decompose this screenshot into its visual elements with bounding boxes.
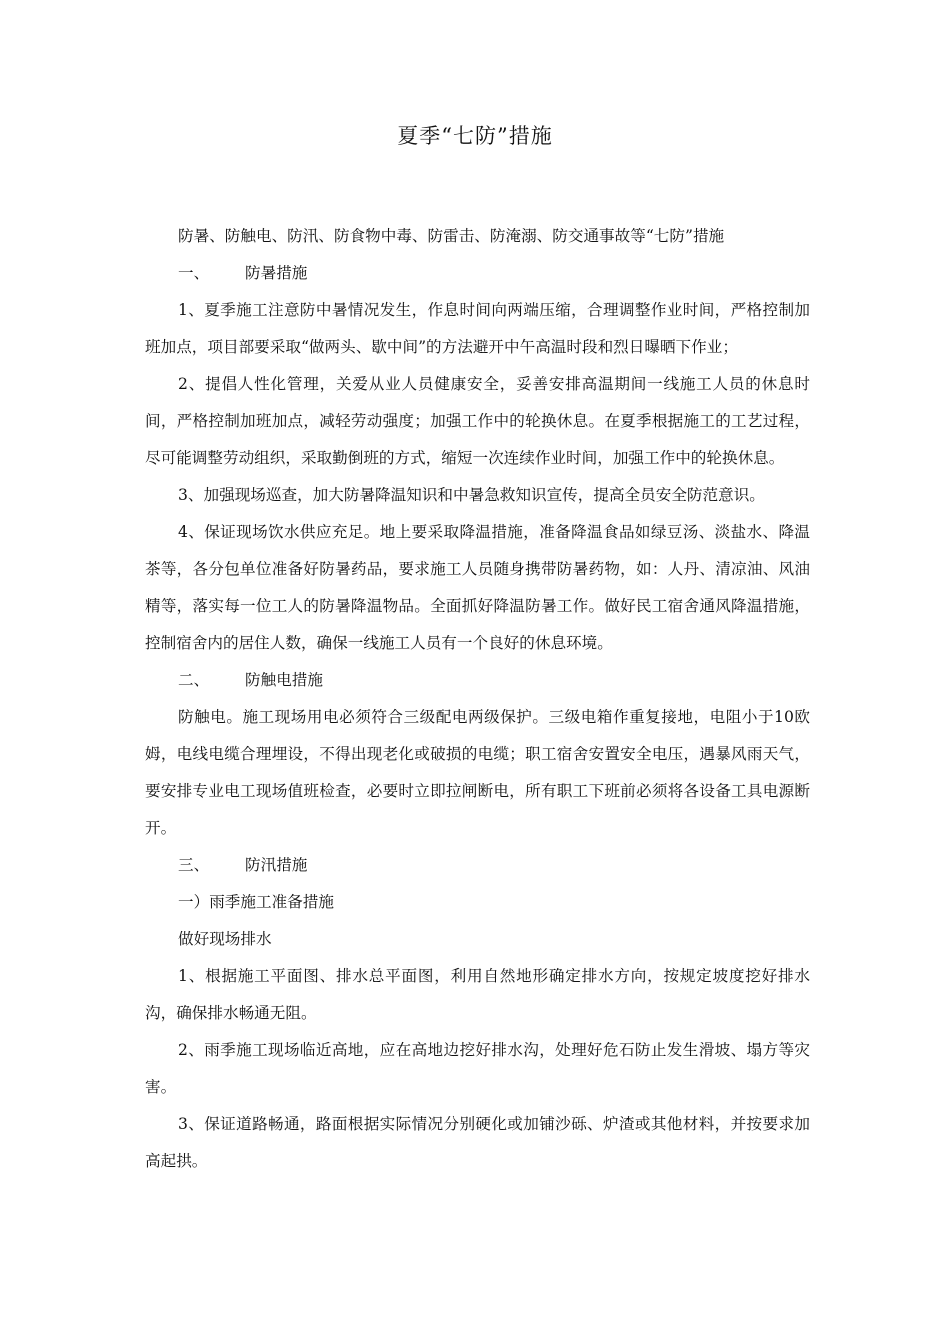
paragraph: 2、提倡人性化管理，关爱从业人员健康安全，妥善安排高温期间一线施工人员的休息时间，严格控制加班加点，减轻劳动强度；加强工作中的轮换休息。在夏季根据施工的工艺过程，尽可能调整劳动组织，采取勤倒班的方式，缩短一次连续作业时间，加强工作中的轮换休息。 bbox=[145, 375, 810, 467]
paragraph: 1、根据施工平面图、排水总平面图，利用自然地形确定排水方向，按规定坡度挖好排水沟，确保排水畅通无阻。 bbox=[145, 967, 810, 1022]
section-label: 防触电措施 bbox=[245, 671, 323, 689]
section-heading-3 bbox=[145, 847, 810, 884]
document-body bbox=[145, 218, 810, 1180]
subheading: 一）雨季施工准备措施 bbox=[178, 893, 334, 911]
paragraph: 4、保证现场饮水供应充足。地上要采取降温措施，准备降温食品如绿豆汤、淡盐水、降温茶等，各分包单位准备好防暑药品，要求施工人员随身携带防暑药物，如：人丹、清凉油、风油精等，落实每一位工人的防暑降温物品。全面抓好降温防暑工作。做好民工宿舍通风降温措施，控制宿舍内的居住人数，确保一线施工人员有一个良好的休息环境。 bbox=[145, 523, 810, 652]
paragraph: 1、夏季施工注意防中暑情况发生，作息时间向两端压缩，合理调整作业时间，严格控制加班加点，项目部要采取“做两头、歇中间”的方法避开中午高温时段和烈日曝晒下作业； bbox=[145, 301, 810, 356]
section-label: 防暑措施 bbox=[245, 264, 308, 282]
section-number: 一、 bbox=[178, 264, 210, 282]
paragraph: 3、保证道路畅通，路面根据实际情况分别硬化或加铺沙砾、炉渣或其他材料，并按要求加高起拱。 bbox=[145, 1115, 810, 1170]
section-heading-2 bbox=[145, 662, 810, 699]
page-title: 夏季“七防”措施 bbox=[397, 124, 553, 148]
paragraph: 3、加强现场巡查，加大防暑降温知识和中暑急救知识宣传，提高全员安全防范意识。 bbox=[178, 486, 765, 504]
paragraph: 防触电。施工现场用电必须符合三级配电两级保护。三级电箱作重复接地，电阻小于10欧姆，电线电缆合理埋设，不得出现老化或破损的电缆；职工宿舍安置安全电压，遇暴风雨天气，要安排专业电工现场值班检查，必要时立即拉闸断电，所有职工下班前必须将各设备工具电源断开。 bbox=[145, 708, 810, 837]
section-label: 防汛措施 bbox=[245, 856, 308, 874]
intro-paragraph: 防暑、防触电、防汛、防食物中毒、防雷击、防淹溺、防交通事故等“七防”措施 bbox=[178, 227, 725, 245]
section-number: 二、 bbox=[178, 671, 210, 689]
paragraph: 2、雨季施工现场临近高地，应在高地边挖好排水沟，处理好危石防止发生滑坡、塌方等灾害。 bbox=[145, 1041, 810, 1096]
section-number: 三、 bbox=[178, 856, 210, 874]
section-heading-1 bbox=[145, 255, 810, 292]
subheading: 做好现场排水 bbox=[178, 930, 272, 948]
